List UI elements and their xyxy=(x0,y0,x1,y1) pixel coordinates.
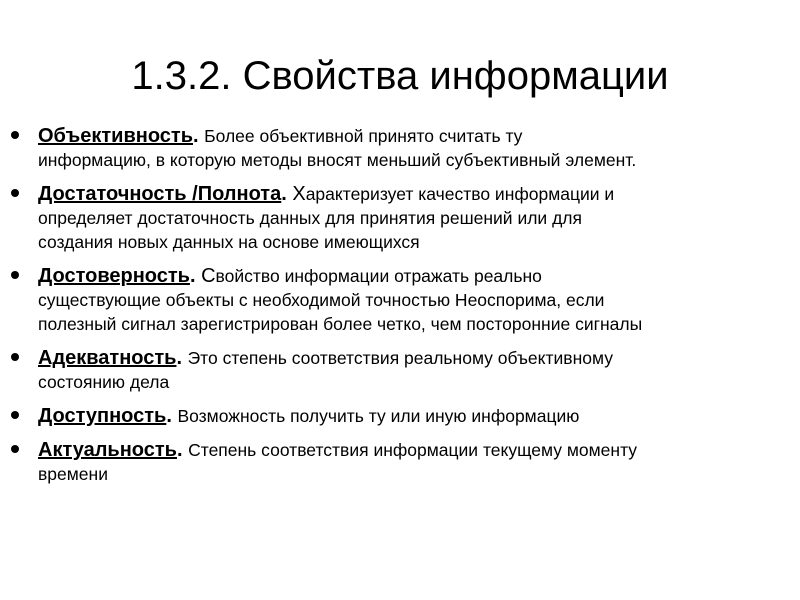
item-line-1 xyxy=(38,124,800,148)
item-text-2: состоянию дела xyxy=(38,372,170,392)
item-line-1 xyxy=(38,264,800,288)
bullet-icon xyxy=(11,445,19,453)
item-separator: . xyxy=(193,125,205,147)
item-lead-letter: С xyxy=(201,265,216,287)
item-text-2: информацию, в которую методы вносят меньший субъективный элемент. xyxy=(38,150,637,170)
list-item-reliability xyxy=(0,264,800,336)
item-separator: . xyxy=(176,347,188,369)
item-separator: . xyxy=(166,405,178,427)
item-term: Актуальность xyxy=(38,439,177,461)
item-text-1: Это степень соответствия реальному объективному xyxy=(187,348,613,368)
slide-title: 1.3.2. Свойства информации xyxy=(131,54,669,98)
item-text-1: войство информации отражать реально xyxy=(215,266,542,286)
item-line-1 xyxy=(38,346,800,370)
item-line-1 xyxy=(38,438,800,462)
bullet-icon xyxy=(11,271,19,279)
list-item-accessibility xyxy=(0,404,800,428)
item-text-2: существующие объекты с необходимой точностью Неоспорима, если xyxy=(38,290,605,310)
list-item-relevance xyxy=(0,438,800,486)
item-separator: . xyxy=(189,265,202,287)
bullet-icon xyxy=(11,353,19,361)
bullet-icon xyxy=(11,411,19,419)
item-term: Объективность xyxy=(38,125,193,147)
item-text-1: Более объективной принято считать ту xyxy=(204,126,523,146)
item-term: Достоверность xyxy=(38,265,190,287)
item-line-1 xyxy=(38,404,800,428)
item-term: Доступность xyxy=(38,405,167,427)
item-text-2: времени xyxy=(38,464,108,484)
item-text-2: определяет достаточность данных для принятия решений или для xyxy=(38,208,582,228)
item-term: Достаточность /Полнота xyxy=(38,183,282,205)
item-lead-letter: Х xyxy=(292,183,306,205)
bullet-icon xyxy=(11,189,19,197)
properties-list xyxy=(0,124,800,496)
item-separator: . xyxy=(176,439,189,461)
list-item-objectivity xyxy=(0,124,800,172)
list-item-adequacy xyxy=(0,346,800,394)
list-item-sufficiency xyxy=(0,182,800,254)
bullet-icon xyxy=(11,131,19,139)
item-term: Адекватность xyxy=(38,347,177,369)
item-text-1: Степень соответствия информации текущему моменту xyxy=(188,440,638,460)
item-text-1: Возможность получить ту или иную информацию xyxy=(177,406,580,426)
item-text-3: создания новых данных на основе имеющихся xyxy=(38,232,420,252)
item-text-3: полезный сигнал зарегистрирован более четко, чем посторонние сигналы xyxy=(38,314,643,334)
item-line-1 xyxy=(38,182,800,206)
item-separator: . xyxy=(281,183,293,205)
item-text-1: арактеризует качество информации и xyxy=(305,184,615,204)
